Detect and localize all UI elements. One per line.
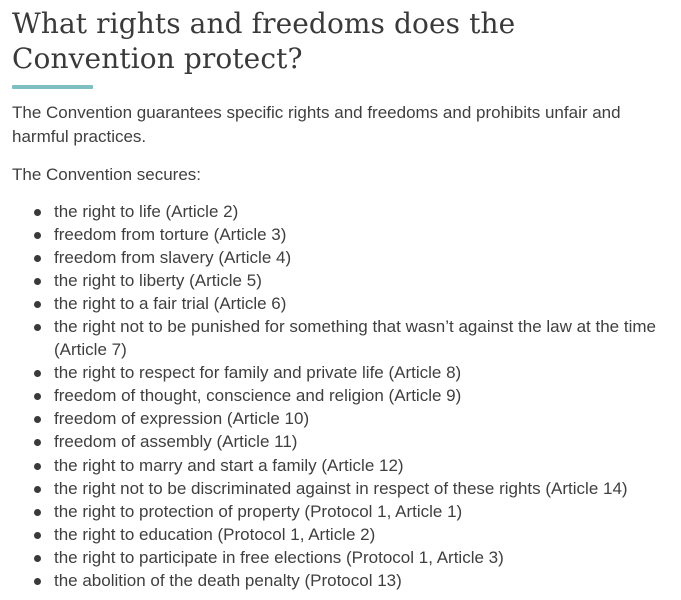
bullet-icon <box>34 393 41 400</box>
list-item-text: the right to respect for family and private life (Article 8) <box>54 363 462 383</box>
list-item <box>12 500 674 523</box>
list-item <box>12 569 674 592</box>
bullet-icon <box>34 324 41 331</box>
list-item <box>12 430 674 453</box>
list-item-text: the abolition of the death penalty (Protocol 13) <box>54 570 402 590</box>
secures-label: The Convention secures: <box>12 165 201 184</box>
list-item-text: the right to protection of property (Protocol 1, Article 1) <box>54 501 463 521</box>
list-item <box>12 200 674 223</box>
list-item-text: freedom of thought, conscience and religion (Article 9) <box>54 386 462 406</box>
list-item <box>12 454 674 477</box>
list-item <box>12 384 674 407</box>
list-item <box>12 315 674 361</box>
list-item-text: freedom from torture (Article 3) <box>54 225 287 245</box>
bullet-icon <box>34 209 41 216</box>
list-item <box>12 477 674 500</box>
bullet-icon <box>34 370 41 377</box>
bullet-icon <box>34 509 41 516</box>
list-item-text: the right to education (Protocol 1, Article 2) <box>54 524 376 544</box>
list-item <box>12 523 674 546</box>
list-item-text: the right to liberty (Article 5) <box>54 271 262 291</box>
list-item-text: the right to participate in free elections (Protocol 1, Article 3) <box>54 547 504 567</box>
list-item-text: the right to a fair trial (Article 6) <box>54 294 287 314</box>
bullet-icon <box>34 578 41 585</box>
bullet-icon <box>34 532 41 539</box>
bullet-icon <box>34 416 41 423</box>
bullet-icon <box>34 555 41 562</box>
rights-list <box>12 200 674 592</box>
bullet-icon <box>34 232 41 239</box>
list-item-text: freedom of assembly (Article 11) <box>54 432 298 452</box>
list-item <box>12 223 674 246</box>
article-content <box>12 6 674 592</box>
intro-paragraph: The Convention guarantees specific rights and freedoms and prohibits unfair and harmful practices. <box>12 103 621 146</box>
list-item-text: the right not to be discriminated against in respect of these rights (Article 14) <box>54 478 628 498</box>
bullet-icon <box>34 301 41 308</box>
bullet-icon <box>34 255 41 262</box>
list-item-text: freedom from slavery (Article 4) <box>54 248 292 268</box>
list-item-text: freedom of expression (Article 10) <box>54 409 310 429</box>
list-item <box>12 269 674 292</box>
list-item-text: the right not to be punished for something that wasn’t against the law at the time (Article 7) <box>54 317 656 360</box>
list-item <box>12 407 674 430</box>
list-item-text: the right to life (Article 2) <box>54 202 239 221</box>
page-title: What rights and freedoms does the Convention protect? <box>12 7 516 75</box>
heading-underline-accent <box>12 85 93 89</box>
list-item <box>12 292 674 315</box>
list-item <box>12 546 674 569</box>
bullet-icon <box>34 463 41 470</box>
list-item-text: the right to marry and start a family (Article 12) <box>54 455 404 475</box>
list-item <box>12 246 674 269</box>
bullet-icon <box>34 439 41 446</box>
bullet-icon <box>34 278 41 285</box>
bullet-icon <box>34 486 41 493</box>
list-item <box>12 361 674 384</box>
